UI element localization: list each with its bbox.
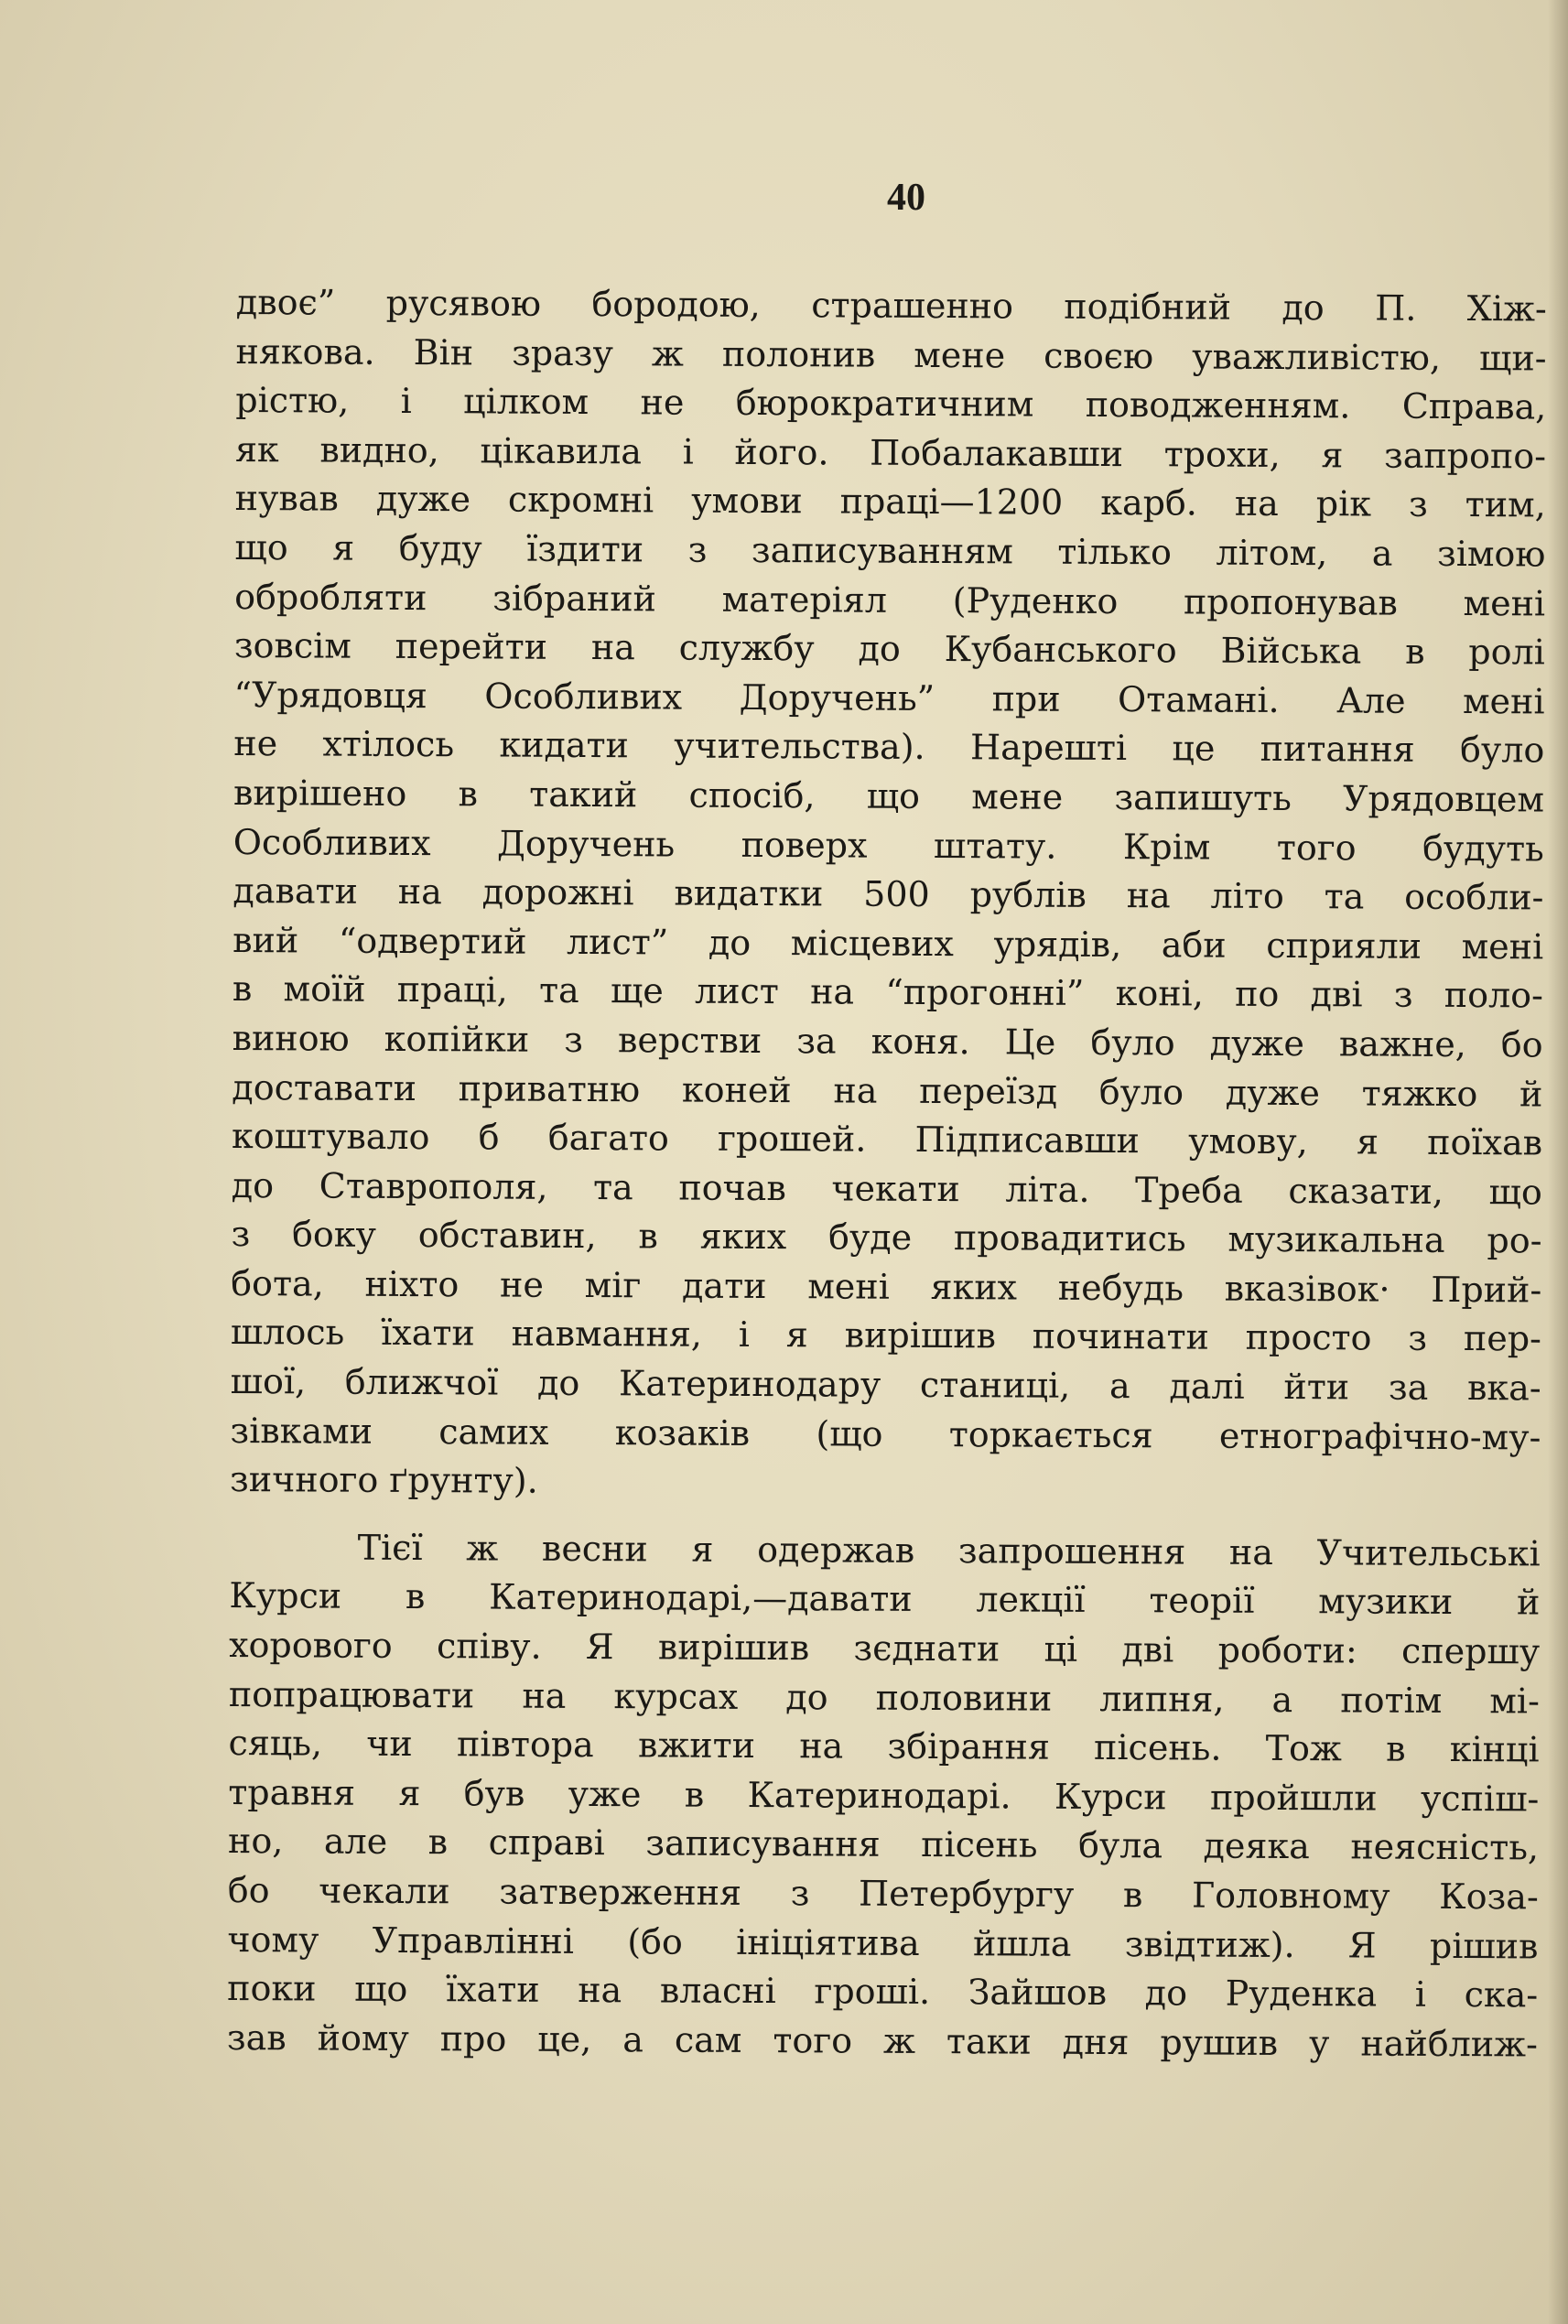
paragraph-2 <box>227 1523 1541 2070</box>
text-line: не хтілось кидати учительства). Нарешті це питання було <box>233 723 1545 771</box>
text-line: сяць, чи півтора вжити на збірання пісень. Тож в кінці <box>228 1723 1540 1770</box>
text-line: рістю, і цілком не бюрократичним поводженням. Справа, <box>235 380 1547 427</box>
text-line: бо чекали затверження з Петербургу в Головному Коза- <box>227 1869 1539 1918</box>
text-line: давати на дорожні видатки 500 рублів на літо та особли- <box>232 870 1544 918</box>
text-line: някова. Він зразу ж полонив мене своєю уважливістю, щи- <box>235 330 1547 379</box>
text-line: що я буду їздити з записуванням тілько літом, а зімою <box>234 526 1546 575</box>
text-line: “Урядовця Особливих Доручень” при Отамані. Але мені <box>233 674 1545 722</box>
text-line: травня я був уже в Катеринодарі. Курси пройшли успіш- <box>228 1771 1540 1820</box>
text-line: вий “одвертий лист” до місцевих урядів, аби сприяли мені <box>232 919 1544 967</box>
text-line: Особливих Доручень поверх штату. Крім того будуть <box>232 821 1544 870</box>
text-line: двоє” русявою бородою, страшенно подібний до П. Хіж- <box>235 281 1547 330</box>
text-line: шлось їхати навмання, і я вирішив починати просто з пер- <box>230 1312 1542 1359</box>
text-line: обробляти зібраний матеріял (Руденко пропонував мені <box>234 576 1546 624</box>
text-line: поки що їхати на власні гроші. Зайшов до Руденка і ска- <box>227 1968 1539 2016</box>
text-line: до Ставрополя, та почав чекати літа. Треба сказати, що <box>231 1164 1542 1213</box>
text-line: попрацювати на курсах до половини липня, а потім мі- <box>228 1673 1540 1722</box>
text-line: зовсім перейти на службу до Кубанського Війська в ролі <box>233 625 1545 673</box>
text-line: доставати приватню коней на переїзд було дуже тяжко й <box>232 1066 1543 1114</box>
text-line: зичного ґрунту). <box>230 1459 538 1501</box>
text-line: чому Управлінні (бо ініціятива йшла звідтиж). Я рішив <box>227 1919 1539 1967</box>
text-line: зівками самих козаків (що торкається етнографічно-му- <box>230 1410 1541 1458</box>
text-line: в моїй праці, та ще лист на “прогонні” коні, по дві з поло- <box>232 968 1544 1016</box>
text-line: Тієї ж весни я одержав запрошення на Учительські <box>357 1527 1541 1574</box>
text-line: з боку обставин, в яких буде провадитись музикальна ро- <box>231 1214 1542 1261</box>
text-line: як видно, цікавила і його. Побалакавши трохи, я запропо- <box>234 428 1547 477</box>
text-line: но, але в справі записування пісень була деяка неясність, <box>227 1821 1540 1868</box>
page-number: 40 <box>887 177 925 219</box>
text-line: шої, ближчої до Катеринодару станиці, а далі йти за вка- <box>230 1361 1541 1409</box>
text-line: зав йому про це, а сам того ж таки дня рушив у найближ- <box>226 2016 1539 2065</box>
body-text <box>227 278 1547 2070</box>
paragraph-1 <box>230 278 1547 1511</box>
text-line: Курси в Катеринодарі,—давати лекції теорії музики й <box>229 1575 1541 1623</box>
text-line: виною копійки з верстви за коня. Це було дуже важне, бо <box>232 1017 1543 1065</box>
text-line: хорового співу. Я вирішив зєднати ці дві роботи: спершу <box>229 1625 1541 1672</box>
page-edge-shadow <box>1548 0 1568 2324</box>
text-line: вирішено в такий спосіб, що мене запишуть Урядовцем <box>232 772 1545 820</box>
text-line: коштувало б багато грошей. Підписавши умову, я поїхав <box>231 1116 1543 1163</box>
text-line: бота, ніхто не міг дати мені яких небудь вказівок· Прий- <box>231 1262 1542 1311</box>
text-line: нував дуже скромні умови праці—1200 карб. на рік з тим, <box>234 478 1546 525</box>
